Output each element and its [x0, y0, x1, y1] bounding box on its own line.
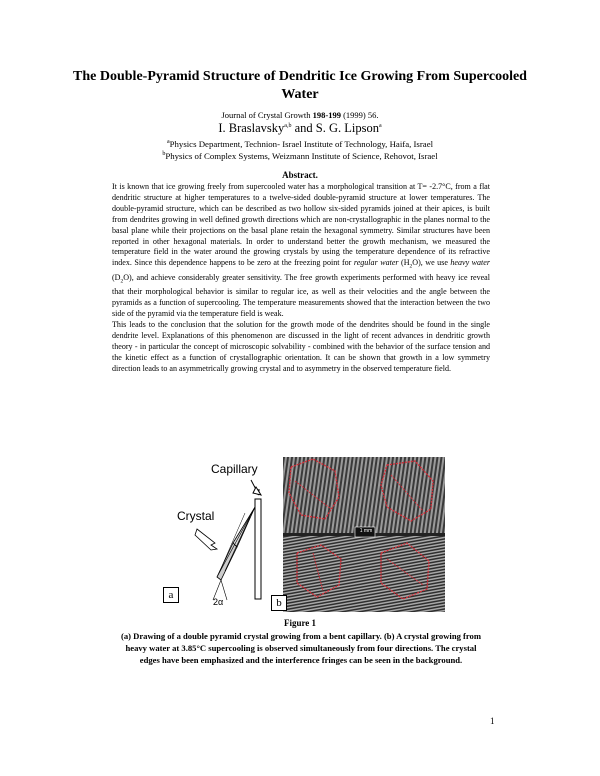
capillary-tube [255, 499, 261, 599]
author-2-affil: a [378, 122, 382, 129]
abstract-text: O), we use [412, 258, 451, 268]
crystal-edge [217, 507, 255, 577]
crystal-arrow [195, 529, 217, 550]
journal-name: Journal of Crystal Growth [221, 110, 313, 120]
abstract-heading: Abstract. [282, 170, 318, 180]
author-1: I. Braslavsky [218, 121, 285, 135]
label-crystal: Crystal [177, 509, 215, 523]
abstract-italic-regular-water: regular water [353, 258, 399, 268]
photo-top-half [283, 457, 445, 535]
crystal-edge [219, 513, 245, 573]
capillary-arrow-head [253, 487, 261, 495]
figure-1 [155, 455, 445, 615]
crystal-pyramid-lower [217, 543, 237, 580]
paper-title: The Double-Pyramid Structure of Dendritic Ice Growing From Supercooled Water [73, 69, 527, 102]
panel-b-label: b [271, 595, 287, 611]
abstract-text: O), and achieve considerably greater sensitivity. The free growth experiments performed with heavy ice reveal that their morphological behavior is similar to regular ice, as well as their velocities and the angle between the pyramids as a function of supercooling. The temperature measurements showed that the interaction between the two side of the pyramid via the temperature field is weak. [112, 272, 490, 319]
abstract-text: It is known that ice growing freely from supercooled water has a morphological transition at T= -2.7°C, from a flat dendritic structure at higher temperatures to a twelve-sided double-pyramid structure at lower temperatures. The double-pyramid structure, which can be described as two hollow six-sided pyramids joined at their apices, is built from dendrites growing in well defined growth directions which are non-crystallographic in the planes normal to the basal plane while their projections on the basal plane retain the hexagonal symmetry. Similar structures have been reported in other hexagonal materials. In order to understand better the growth mechanism, we measured the temperature field in the water around the growing crystals by using the temperature dependence of its refractive index. Since this dependence happens to be zero at the freezing point for [112, 182, 490, 268]
affiliation-b-mark: b [162, 151, 166, 158]
journal-year-page: (1999) 56. [340, 110, 379, 120]
subscript: 2 [120, 278, 124, 285]
abstract-text: (D [112, 272, 121, 282]
affiliation-a [0, 139, 600, 149]
figure-panel-b-photo [283, 457, 445, 612]
scale-bar-label: 1 mm [359, 528, 373, 534]
crystal-edge [225, 517, 250, 571]
author-1-affil: a,b [284, 122, 292, 129]
figure-caption: (a) Drawing of a double pyramid crystal growing from a bent capillary. (b) A crystal growing from heavy water at 3.85°C supercooling is observed simultaneously from four directions. The crystal edges have been emphasized and the interference fringes can be seen in the background. [120, 631, 482, 665]
author-2: S. G. Lipson [315, 121, 379, 135]
abstract-italic-heavy-water: heavy water [450, 258, 490, 268]
affiliation-a-text: Physics Department, Technion- Israel Institute of Technology, Haifa, Israel [169, 139, 434, 149]
affiliation-b [0, 151, 600, 161]
abstract-text: (H [398, 258, 410, 268]
figure-title: Figure 1 [283, 618, 317, 628]
abstract-body [112, 182, 490, 375]
journal-volume: 198-199 [312, 110, 341, 120]
photo-bottom-half [283, 535, 445, 612]
page-number: 1 [490, 716, 495, 726]
author-conjunction: and [291, 121, 316, 135]
panel-a-label: a [163, 587, 179, 603]
label-capillary: Capillary [211, 462, 258, 476]
abstract-paragraph-2: This leads to the conclusion that the solution for the growth mode of the dendrites should be found in the single dendrite level. Explanations of this phenomenon are discussed in the light of recent advances in dendritic growth theory - in particular the concept of microscopic solvability - combined with the behavior of the surface tension and the kinetic effect as a function of crystallographic orientation. It can be shown that growth in a low symmetry direction leads to an asymmetrically growing crystal and to asymmetry in the observed temperature field. [112, 320, 490, 373]
affiliation-a-mark: a [166, 139, 170, 146]
subscript: 2 [409, 263, 413, 270]
author-list [0, 121, 600, 136]
affiliation-b-text: Physics of Complex Systems, Weizmann Institute of Science, Rehovot, Israel [165, 151, 438, 161]
abstract-paragraph-1 [112, 182, 490, 320]
journal-reference [0, 110, 600, 120]
label-angle: 2α [213, 597, 224, 607]
